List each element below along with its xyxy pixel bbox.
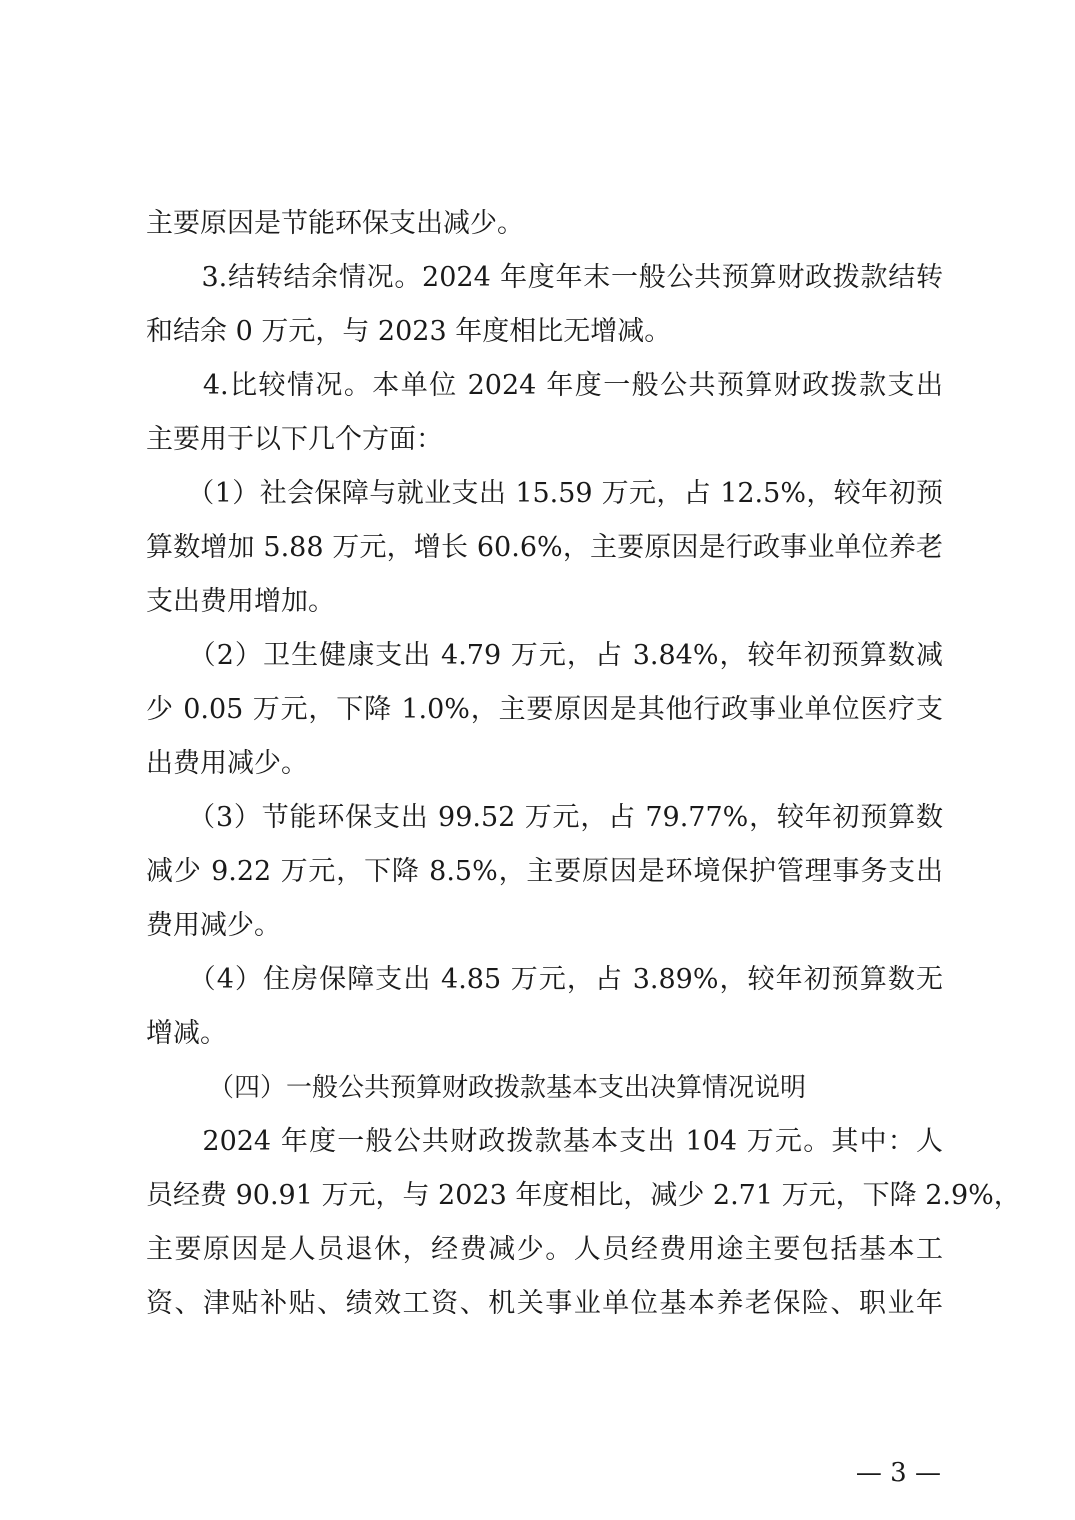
text-line: （1）社会保障与就业支出 15.59 万元，占 12.5%，较年初预 bbox=[146, 478, 943, 509]
text-line: 资、津贴补贴、绩效工资、机关事业单位基本养老保险、职业年 bbox=[146, 1288, 943, 1319]
text-line: 费用减少。 bbox=[146, 910, 281, 941]
text-line: （4）住房保障支出 4.85 万元，占 3.89%，较年初预算数无 bbox=[146, 964, 943, 995]
text-line: 4.比较情况。本单位 2024 年度一般公共预算财政拨款支出 bbox=[146, 370, 943, 401]
text-line: 出费用减少。 bbox=[146, 748, 308, 779]
text-line: 员经费 90.91 万元，与 2023 年度相比，减少 2.71 万元，下降 2.9%， bbox=[146, 1180, 1021, 1211]
text-line: 主要原因是节能环保支出减少。 bbox=[146, 208, 524, 239]
text-line: 2024 年度一般公共财政拨款基本支出 104 万元。其中：人 bbox=[146, 1126, 943, 1157]
text-line: （2）卫生健康支出 4.79 万元，占 3.84%，较年初预算数减 bbox=[146, 640, 943, 671]
text-line: 和结余 0 万元，与 2023 年度相比无增减。 bbox=[146, 316, 672, 347]
text-line: 少 0.05 万元，下降 1.0%，主要原因是其他行政事业单位医疗支 bbox=[146, 694, 943, 725]
text-line: 主要用于以下几个方面： bbox=[146, 424, 443, 455]
text-line: 减少 9.22 万元，下降 8.5%，主要原因是环境保护管理事务支出 bbox=[146, 856, 943, 887]
text-line: 算数增加 5.88 万元，增长 60.6%，主要原因是行政事业单位养老 bbox=[146, 532, 943, 563]
text-line: 3.结转结余情况。2024 年度年末一般公共预算财政拨款结转 bbox=[146, 262, 943, 293]
text-line: （3）节能环保支出 99.52 万元，占 79.77%，较年初预算数 bbox=[146, 802, 943, 833]
document-body bbox=[146, 197, 1021, 1331]
section-heading: （四）一般公共预算财政拨款基本支出决算情况说明 bbox=[208, 1073, 807, 1103]
page-number: — 3 — bbox=[855, 1458, 941, 1488]
text-line: 增减。 bbox=[146, 1018, 227, 1049]
text-line: 主要原因是人员退休，经费减少。人员经费用途主要包括基本工 bbox=[146, 1234, 943, 1265]
text-line: 支出费用增加。 bbox=[146, 586, 335, 617]
